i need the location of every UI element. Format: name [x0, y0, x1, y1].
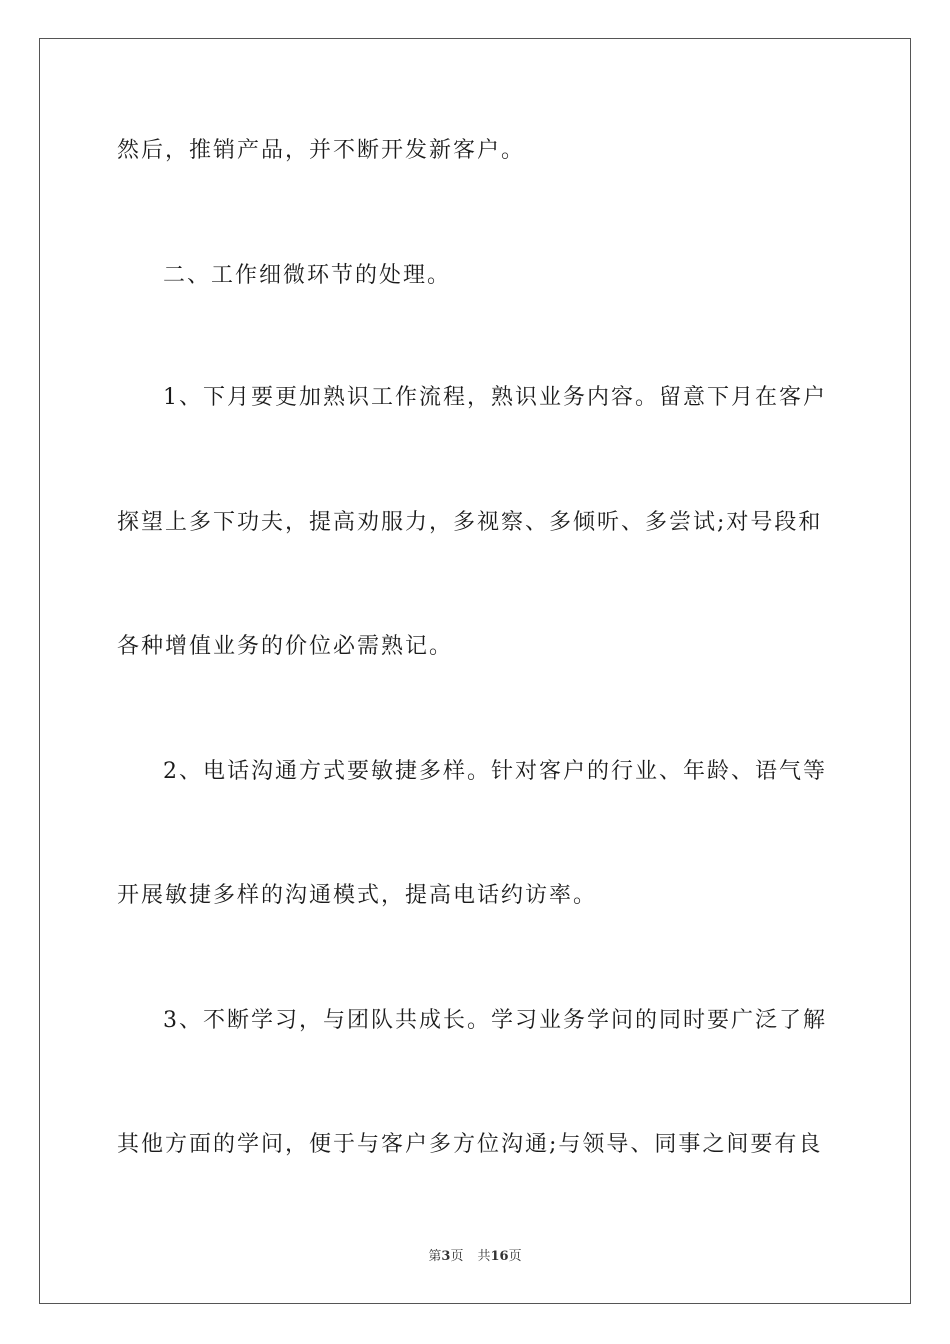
page-footer	[0, 1248, 950, 1266]
paragraph-line-8: 3、不断学习，与团队共成长。学习业务学问的同时要广泛了解	[163, 1008, 827, 1033]
footer-page-total: 16	[490, 1249, 509, 1264]
page-border	[39, 38, 911, 1304]
footer-total-prefix: 共	[477, 1249, 491, 1264]
footer-total-suffix: 页	[508, 1249, 522, 1264]
paragraph-line-4: 探望上多下功夫，提高劝服力，多视察、多倾听、多尝试;对号段和	[117, 510, 823, 535]
paragraph-line-6: 2、电话沟通方式要敏捷多样。针对客户的行业、年龄、语气等	[163, 759, 827, 784]
section-heading: 二、工作细微环节的处理。	[163, 263, 452, 288]
footer-page-current: 3	[441, 1249, 451, 1264]
footer-page-suffix: 页	[450, 1249, 464, 1264]
footer-page-prefix: 第	[428, 1249, 442, 1264]
paragraph-line-3: 1、下月要更加熟识工作流程，熟识业务内容。留意下月在客户	[163, 385, 827, 410]
paragraph-line-9: 其他方面的学问，便于与客户多方位沟通;与领导、同事之间要有良	[117, 1132, 823, 1157]
paragraph-line-1: 然后，推销产品，并不断开发新客户。	[117, 138, 526, 163]
paragraph-line-7: 开展敏捷多样的沟通模式，提高电话约访率。	[117, 883, 598, 908]
paragraph-line-5: 各种增值业务的价位必需熟记。	[117, 634, 454, 659]
